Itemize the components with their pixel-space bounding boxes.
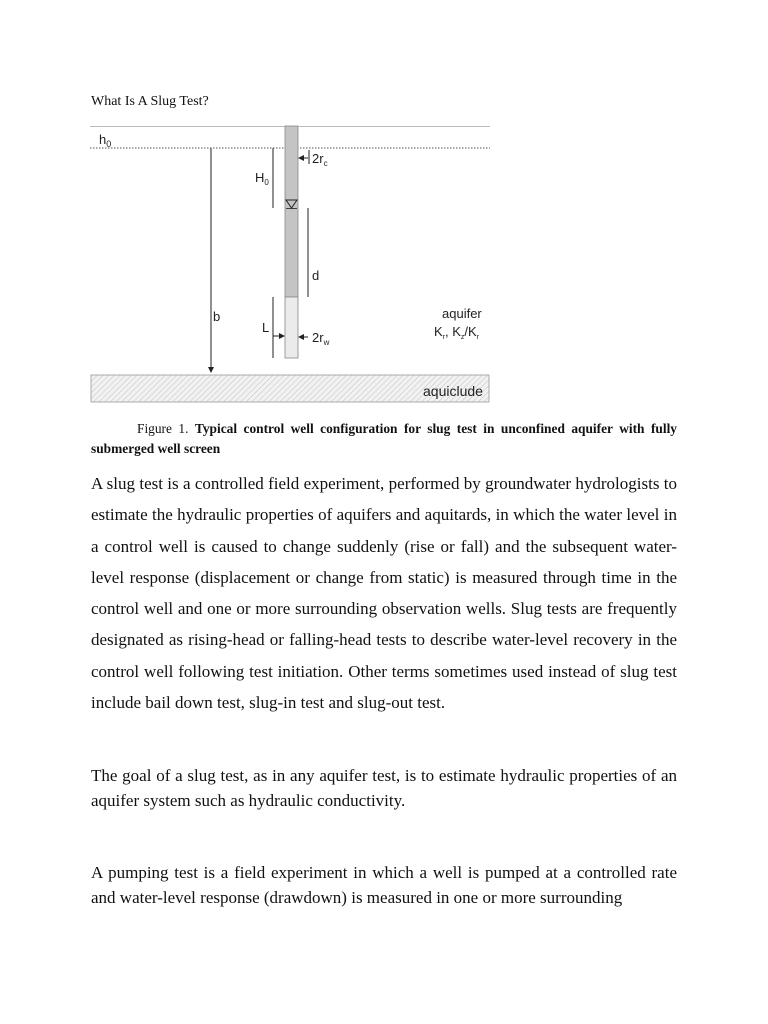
caption-prefix: Figure 1. bbox=[137, 421, 195, 436]
label-L: L bbox=[262, 320, 270, 335]
label-conductivity: $K_r$, $K_z/K_r$ bbox=[434, 324, 480, 341]
caption-text: Typical control well configuration for slug test in unconfined aquifer with fully submerged well screen bbox=[91, 421, 677, 456]
label-aquiclude: aquiclude bbox=[423, 383, 483, 399]
well-screen bbox=[285, 297, 298, 358]
label-2rc: $2r_c$ bbox=[312, 151, 328, 168]
label-2rw: $2r_w$ bbox=[312, 330, 330, 347]
label-d: d bbox=[312, 268, 320, 283]
page-title: What Is A Slug Test? bbox=[91, 94, 209, 109]
paragraph-2: The goal of a slug test, as in any aquifer test, is to estimate hydraulic properties of an aquifer system such as hydraulic conductivity. bbox=[91, 766, 677, 810]
label-aquifer: aquifer bbox=[442, 306, 482, 321]
paragraph-3: A pumping test is a field experiment in which a well is pumped at a controlled rate and water-level response (drawdown) is measured in one or more surrounding bbox=[91, 863, 677, 907]
label-H0: $H_0$ bbox=[255, 170, 269, 187]
paragraph-1: A slug test is a controlled field experiment, performed by groundwater hydrologists to estimate the hydraulic properties of aquifers and aquitards, in which the water level in a control well is caused to change suddenly (rise or fall) and the subsequent water-level response (displacement or change from static) is measured through time in the control well and one or more surrounding observation wells. Slug tests are frequently designated as rising-head or falling-head tests to describe water-level recovery in the control well following test initiation. Other terms sometimes used instead of slug test include bail down test, slug-in test and slug-out test. bbox=[91, 474, 677, 713]
label-h0: $h_0$ bbox=[99, 132, 112, 149]
label-b: b bbox=[213, 309, 221, 324]
well-diagram bbox=[90, 122, 490, 404]
well-casing bbox=[285, 126, 298, 297]
figure-caption bbox=[91, 419, 677, 459]
slug-test-figure bbox=[90, 122, 490, 404]
